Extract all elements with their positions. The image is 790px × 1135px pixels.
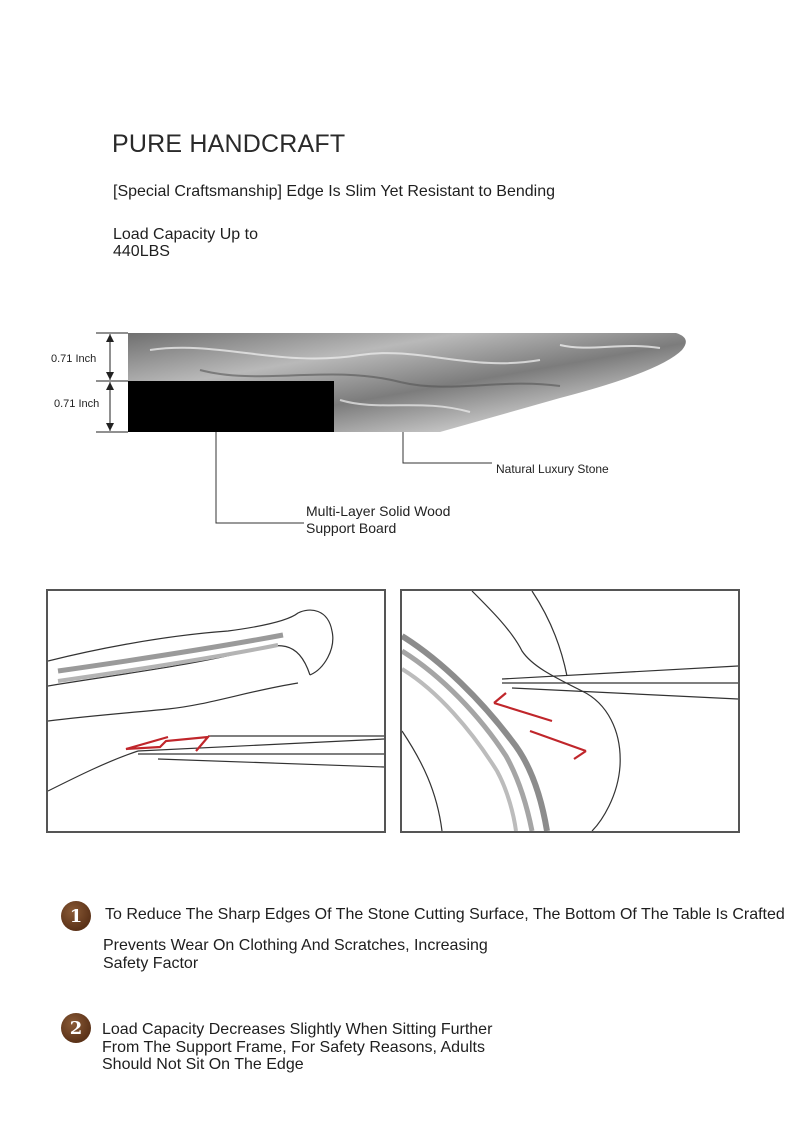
load-capacity (113, 226, 258, 260)
wood-label-line2: Support Board (306, 520, 397, 536)
stone-leader-line (403, 432, 492, 463)
wood-label-line1: Multi-Layer Solid Wood (306, 503, 451, 519)
top-dimension-label: 0.71 Inch (51, 353, 97, 365)
pressure-arrow-upper (494, 703, 552, 721)
wood-board (128, 381, 334, 432)
note-1-number-badge: 1 (61, 901, 91, 931)
note-2-line1: Load Capacity Decreases Slightly When Sitting Further (102, 1021, 493, 1038)
stone-label: Natural Luxury Stone (496, 462, 609, 476)
note-1-line1: To Reduce The Sharp Edges Of The Stone Cutting Surface, The Bottom Of The Table Is Crafted (105, 906, 785, 923)
load-capacity-line1: Load Capacity Up to (113, 226, 258, 243)
note-2-line3: Should Not Sit On The Edge (102, 1056, 304, 1073)
note-2-number-badge: 2 (61, 1013, 91, 1043)
leg-against-edge-illustration (402, 591, 738, 831)
load-capacity-line2: 440LBS (113, 243, 170, 260)
wood-label (306, 503, 450, 537)
bottom-dimension-label: 0.71 Inch (54, 398, 100, 410)
pressure-arrow (126, 737, 208, 751)
page-title: PURE HANDCRAFT (112, 130, 346, 158)
note-1-line3: Safety Factor (103, 955, 199, 972)
note-2-line2: From The Support Frame, For Safety Reasons, Adults (102, 1039, 485, 1056)
note-1-line2: Prevents Wear On Clothing And Scratches, Increasing (103, 937, 488, 954)
arm-on-table-illustration (48, 591, 384, 831)
subtitle: [Special Craftsmanship] Edge Is Slim Yet Resistant to Bending (113, 183, 556, 200)
wood-leader-line (216, 432, 304, 523)
illustration-panel-right (400, 589, 740, 833)
pressure-arrow-lower (530, 731, 586, 751)
illustration-panel-left (46, 589, 386, 833)
